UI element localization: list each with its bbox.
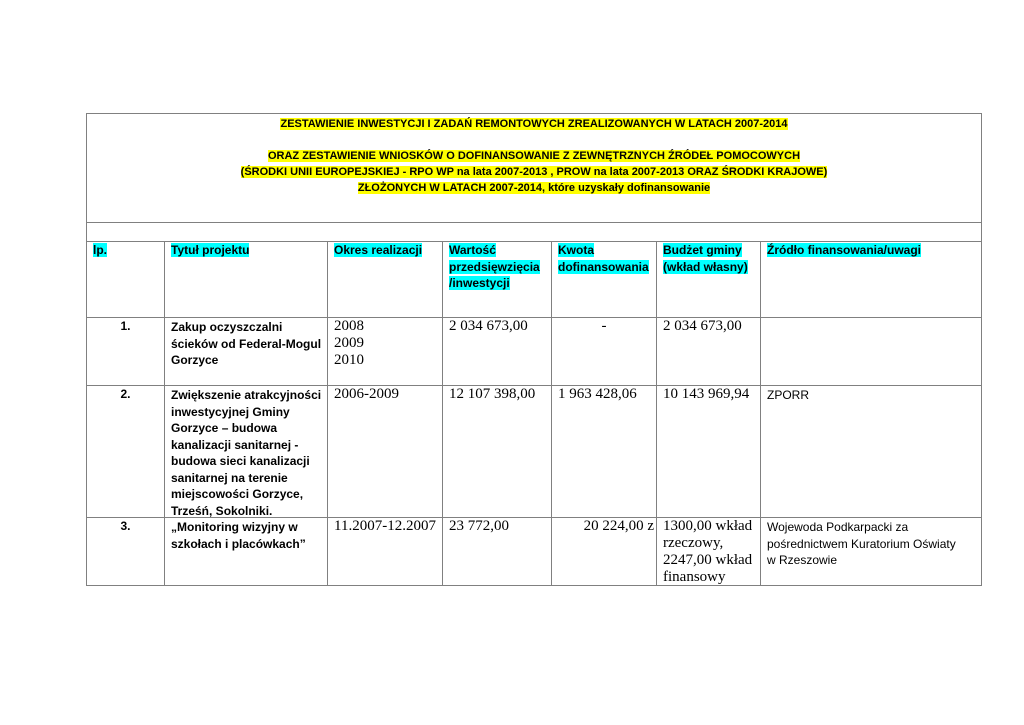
column-header-lp: lp. xyxy=(93,243,107,257)
row-3-budget: 1300,00 wkład rzeczowy, 2247,00 wkład finansowy xyxy=(663,518,753,585)
row-1-grant: - xyxy=(601,318,607,334)
column-header-source: Źródło finansowania/uwagi xyxy=(767,243,922,257)
row-1-budget: 2 034 673,00 xyxy=(663,318,742,334)
row-1-title: Zakup oczyszczalni ścieków od Federal-Mogul Gorzyce xyxy=(171,320,322,367)
row-1-value: 2 034 673,00 xyxy=(449,318,528,334)
column-header-title: Tytuł projektu xyxy=(171,243,250,257)
title-line-2: ORAZ ZESTAWIENIE WNIOSKÓW O DOFINANSOWANIE Z ZEWNĘTRZNYCH ŹRÓDEŁ POMOCOWYCH xyxy=(267,150,801,162)
title-line-3: (ŚRODKI UNII EUROPEJSKIEJ - RPO WP na lata 2007-2013 , PROW na lata 2007-2013 ORAZ ŚRODKI KRAJOWE) xyxy=(240,166,828,178)
row-1-lp: 1. xyxy=(120,319,131,333)
title-line-1: ZESTAWIENIE INWESTYCJI I ZADAŃ REMONTOWYCH ZREALIZOWANYCH W LATACH 2007-2014 xyxy=(280,118,788,130)
column-header-value: Wartość przedsięwzięcia /inwestycji xyxy=(449,243,540,290)
grid-line xyxy=(87,222,981,223)
row-2-value: 12 107 398,00 xyxy=(449,386,536,402)
row-3-source: Wojewoda Podkarpacki za pośrednictwem Kuratorium Oświaty w Rzeszowie xyxy=(767,520,956,567)
row-2-source: ZPORR xyxy=(767,388,809,402)
row-2-budget: 10 143 969,94 xyxy=(663,386,750,402)
row-3-value: 23 772,00 xyxy=(449,518,509,534)
document-table xyxy=(86,113,982,586)
row-1-period: 2008 2009 2010 xyxy=(334,318,364,368)
column-header-grant: Kwota dofinansowania xyxy=(558,243,649,274)
row-3-period: 11.2007-12.2007 xyxy=(334,518,436,534)
row-2-period: 2006-2009 xyxy=(334,386,399,402)
row-3-title: „Monitoring wizyjny w szkołach i placówkach” xyxy=(171,520,306,551)
column-header-period: Okres realizacji xyxy=(334,243,423,257)
column-header-budget: Budżet gminy (wkład własny) xyxy=(663,243,748,274)
row-3-lp: 3. xyxy=(120,519,131,533)
row-2-lp: 2. xyxy=(120,387,131,401)
row-2-title: Zwiększenie atrakcyjności inwestycyjnej Gminy Gorzyce – budowa kanalizacji sanitarnej - budowa sieci kanalizacji sanitarnej na terenie miejscowości Gorzyce, Trześń, Sokolniki. xyxy=(171,388,322,518)
title-line-4: ZŁOŻONYCH W LATACH 2007-2014, które uzyskały dofinansowanie xyxy=(357,182,711,194)
row-2-grant: 1 963 428,06 xyxy=(558,386,637,402)
row-3-grant: 20 224,00 z xyxy=(583,518,654,534)
